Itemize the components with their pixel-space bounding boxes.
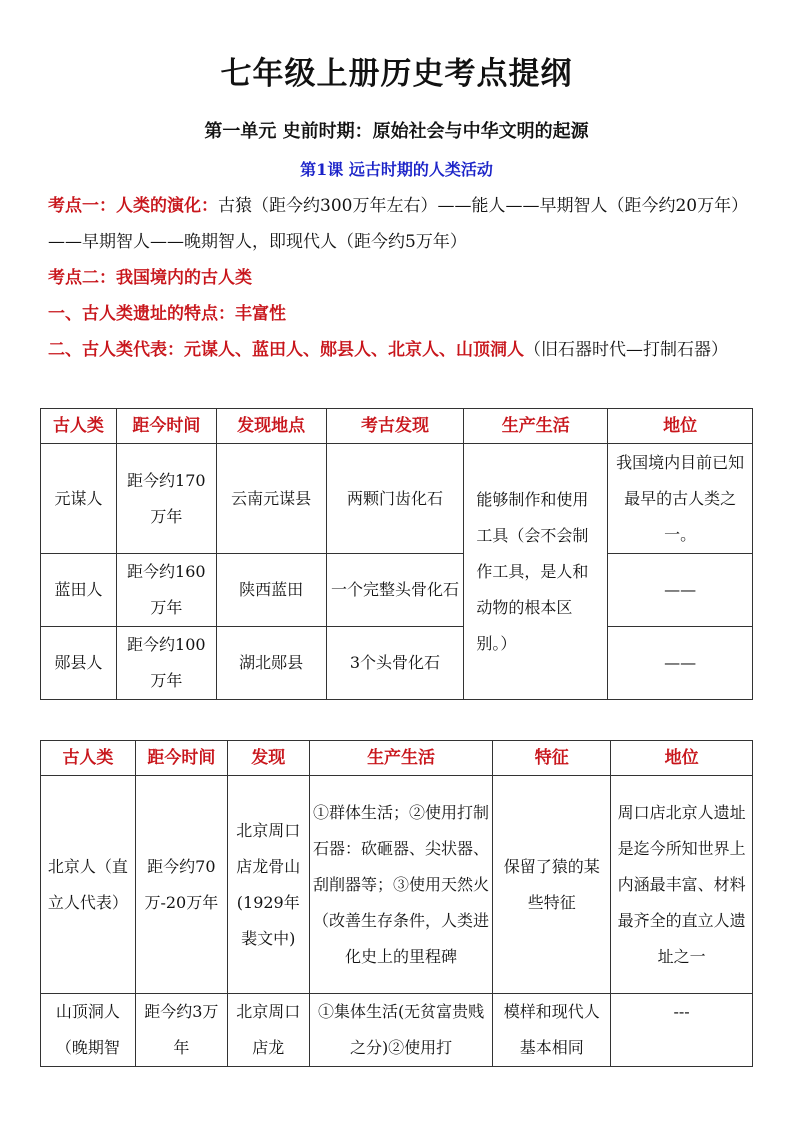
table-cell: 蓝田人	[41, 554, 117, 627]
table-header-row	[41, 409, 753, 444]
table-cell: 陕西蓝田	[216, 554, 326, 627]
table-header-cell: 距今时间	[135, 741, 227, 776]
sub-point-one-label: 一、古人类遗址的特点：丰富性	[48, 304, 286, 324]
table-header-row	[41, 741, 753, 776]
table-header-cell: 发现地点	[216, 409, 326, 444]
page-title: 七年级上册历史考点提纲	[220, 56, 573, 92]
point-two-label: 考点二：我国境内的古人类	[48, 268, 252, 288]
table-cell: ---	[611, 994, 753, 1067]
table-row	[41, 776, 753, 994]
table-cell: 湖北郧县	[216, 627, 326, 700]
table-cell: 距今约70万-20万年	[135, 776, 227, 994]
table-cell: 山顶洞人（晚期智	[41, 994, 136, 1067]
table-cell: 能够制作和使用工具（会不会制作工具，是人和动物的根本区别。）	[464, 444, 608, 700]
table-cell: 距今约170万年	[116, 444, 216, 554]
table-cell: 距今约100万年	[116, 627, 216, 700]
table-header-cell: 古人类	[41, 409, 117, 444]
table-row	[41, 444, 753, 554]
table-cell: 保留了猿的某些特征	[493, 776, 611, 994]
table-cell: 云南元谋县	[216, 444, 326, 554]
table-cell: ①群体生活；②使用打制石器：砍砸器、尖状器、刮削器等；③使用天然火（改善生存条件，人类进化史上的里程碑	[309, 776, 493, 994]
table-header-cell: 距今时间	[116, 409, 216, 444]
table-cell: ——	[608, 554, 753, 627]
lesson-heading-text: 第1课 远古时期的人类活动	[300, 160, 493, 179]
table-cell: 北京周口店龙	[227, 994, 309, 1067]
sub-point-two-label: 二、古人类代表：元谋人、蓝田人、郧县人、北京人、山顶洞人	[48, 340, 524, 360]
table-cell: 模样和现代人基本相同	[493, 994, 611, 1067]
table-row	[41, 994, 753, 1067]
table-cell: 元谋人	[41, 444, 117, 554]
table-header-cell: 生产生活	[309, 741, 493, 776]
sub-point-two	[48, 332, 758, 368]
table-header-cell: 地位	[608, 409, 753, 444]
table-row	[41, 554, 753, 627]
table-header-cell: 生产生活	[464, 409, 608, 444]
table-header-cell: 考古发现	[326, 409, 464, 444]
table-header-cell: 特征	[493, 741, 611, 776]
lesson-heading	[0, 157, 793, 180]
table-cell: 一个完整头骨化石	[326, 554, 464, 627]
point-two	[48, 260, 758, 296]
table-cell: 我国境内目前已知最早的古人类之一。	[608, 444, 753, 554]
table-cell: 北京周口店龙骨山(1929年裴文中)	[227, 776, 309, 994]
beijing-man-table	[40, 740, 753, 1067]
point-one-text: 古猿（距今约300万年左右）——能人——早期智人（距今约20万年）——早期智人——晚期智人，即现代人（距今约5万年）	[48, 196, 749, 252]
table-cell: 距今约160万年	[116, 554, 216, 627]
sub-point-two-text: （旧石器时代—打制石器）	[524, 340, 728, 360]
table-cell: 北京人（直立人代表）	[41, 776, 136, 994]
table-header-cell: 地位	[611, 741, 753, 776]
table-row	[41, 627, 753, 700]
point-one	[48, 188, 758, 260]
table-cell: 距今约3万年	[135, 994, 227, 1067]
table-header-cell: 古人类	[41, 741, 136, 776]
table-cell: ①集体生活(无贫富贵贱之分)②使用打	[309, 994, 493, 1067]
point-one-label: 考点一：人类的演化：	[48, 196, 218, 216]
table-cell: 周口店北京人遗址是迄今所知世界上内涵最丰富、材料最齐全的直立人遗址之一	[611, 776, 753, 994]
table-cell: 郧县人	[41, 627, 117, 700]
table-cell: 两颗门齿化石	[326, 444, 464, 554]
table-cell: 3个头骨化石	[326, 627, 464, 700]
table-cell: ——	[608, 627, 753, 700]
sub-point-one	[48, 296, 758, 332]
table-header-cell: 发现	[227, 741, 309, 776]
early-humans-table	[40, 408, 753, 700]
unit-heading: 第一单元 史前时期：原始社会与中华文明的起源	[204, 121, 589, 142]
